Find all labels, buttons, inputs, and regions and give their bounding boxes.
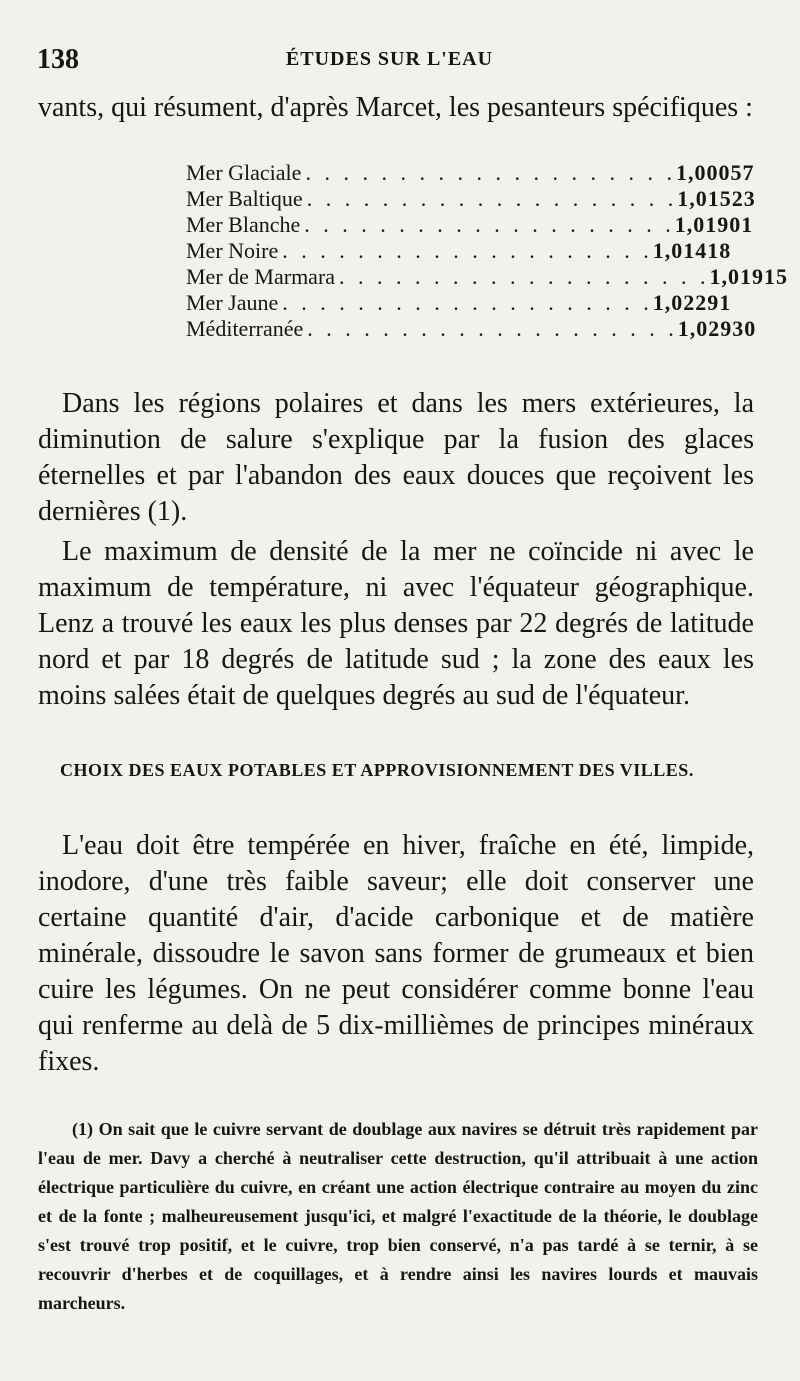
density-row: [186, 316, 757, 342]
sea-name: Mer Glaciale: [186, 160, 302, 185]
paragraph-drinking-water: L'eau doit être tempérée en hiver, fraîche en été, limpide, inodore, d'une très faible saveur; elle doit conserver une certaine quantité d'air, d'acide carbonique et de matière minérale, dissoudre le savon sans former de grumeaux et bien cuire les légumes. On ne peut considérer comme bonne l'eau qui renferme au delà de 5 dix-millièmes de principes minéraux fixes.: [38, 830, 754, 1077]
dot-leader: . . . . . . . . . . . . . . . . . . . .: [282, 290, 653, 315]
running-head: ÉTUDES SUR L'EAU: [285, 48, 494, 70]
footnote: [38, 1115, 758, 1318]
density-row: [186, 212, 754, 238]
sea-name: Mer Jaune: [186, 290, 279, 315]
density-row: [186, 186, 756, 212]
density-value: 1,01915: [709, 264, 789, 289]
density-value: 1,01418: [652, 238, 732, 263]
footnote-marker: (1): [72, 1119, 93, 1139]
density-row: [186, 264, 789, 290]
sea-name: Mer Noire: [186, 238, 279, 263]
section-heading: CHOIX DES EAUX POTABLES ET APPROVISIONNEMENT DES VILLES.: [60, 760, 694, 780]
density-value: 1,01901: [674, 212, 754, 237]
density-row: [186, 290, 732, 316]
dot-leader: . . . . . . . . . . . . . . . . . . . .: [304, 212, 675, 237]
density-row: [186, 160, 755, 186]
density-value: 1,01523: [677, 186, 756, 211]
sea-name: Mer Blanche: [186, 212, 301, 237]
paragraph-polar-regions: Dans les régions polaires et dans les mers extérieures, la diminution de salure s'explique par la fusion des glaces éternelles et par l'abandon des eaux douces que reçoivent les dernières (1).: [38, 388, 754, 527]
page-number: 138: [37, 44, 79, 75]
density-value: 1,02930: [677, 316, 757, 341]
sea-name: Mer de Marmara: [186, 264, 336, 289]
dot-leader: . . . . . . . . . . . . . . . . . . . .: [307, 316, 678, 341]
density-row: [186, 238, 732, 264]
sea-name: Mer Baltique: [186, 186, 303, 211]
sea-name: Méditerranée: [186, 316, 304, 341]
dot-leader: . . . . . . . . . . . . . . . . . . . .: [306, 186, 678, 211]
dot-leader: . . . . . . . . . . . . . . . . . . . .: [282, 238, 653, 263]
density-table: [186, 160, 789, 342]
page-header: [37, 40, 742, 80]
dot-leader: . . . . . . . . . . . . . . . . . . . .: [339, 264, 710, 289]
paragraph-density-maximum: Le maximum de densité de la mer ne coïncide ni avec le maximum de température, ni avec l'équateur géographique. Lenz a trouvé les eaux les plus denses par 22 degrés de latitude nord et par 18 degrés de latitude sud ; la zone des eaux les moins salées était de quelques degrés au sud de l'équateur.: [38, 536, 754, 711]
footnote-text: On sait que le cuivre servant de doublage aux navires se détruit très rapidement par l'eau de mer. Davy a cherché à neutraliser cette destruction, qu'il attribuait à une action électrique particulière du cuivre, en créant une action électrique contraire au moyen du zinc et de la fonte ; malheureusement jusqu'ici, et malgré l'exactitude de la théorie, le doublage s'est trouvé trop positif, et le cuivre, trop bien conservé, n'a pas tardé à se ternir, à se recouvrir d'herbes et de coquillages, et à rendre ainsi les navires lourds et mauvais marcheurs.: [38, 1119, 759, 1313]
density-value: 1,02291: [652, 290, 732, 315]
dot-leader: . . . . . . . . . . . . . . . . . . . .: [305, 160, 676, 185]
density-value: 1,00057: [675, 160, 755, 185]
intro-paragraph: vants, qui résument, d'après Marcet, les pesanteurs spécifiques :: [38, 92, 753, 123]
